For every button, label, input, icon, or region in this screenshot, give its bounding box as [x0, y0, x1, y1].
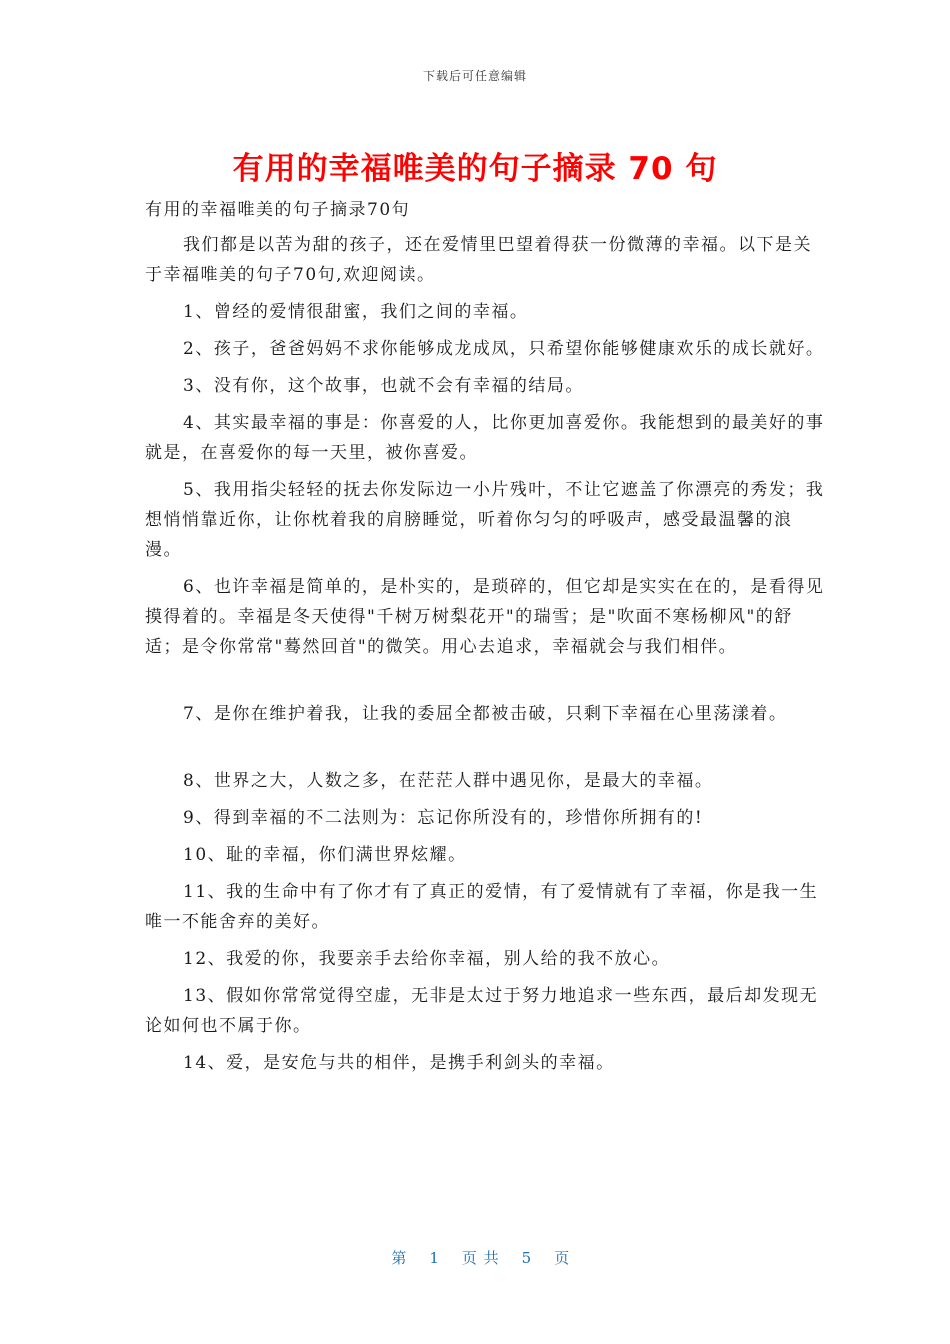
quote-paragraph: 11、我的生命中有了你才有了真正的爱情，有了爱情就有了幸福，你是我一生唯一不能舍弃的美好。 [145, 882, 819, 932]
quote-paragraph: 13、假如你常常觉得空虚，无非是太过于努力地追求一些东西，最后却发现无论如何也不属于你。 [145, 986, 819, 1036]
quote-paragraph: 9、得到幸福的不二法则为：忘记你所没有的，珍惜你所拥有的! [183, 808, 704, 828]
footer-end-label: 页 [554, 1249, 571, 1267]
quote-paragraph: 3、没有你，这个故事，也就不会有幸福的结局。 [183, 376, 584, 396]
document-body [145, 195, 825, 1085]
document-subtitle: 有用的幸福唯美的句子摘录70句 [145, 200, 411, 220]
intro-paragraph: 我们都是以苦为甜的孩子，还在爱情里巴望着得获一份微薄的幸福。以下是关于幸福唯美的句子70句,欢迎阅读。 [145, 235, 812, 285]
quote-paragraph: 8、世界之大，人数之多，在茫茫人群中遇见你，是最大的幸福。 [183, 771, 714, 791]
quote-paragraph: 14、爱，是安危与共的相伴，是携手利剑头的幸福。 [183, 1053, 615, 1073]
header-note: 下载后可任意编辑 [422, 69, 527, 83]
footer-total-pages: 5 [521, 1249, 533, 1267]
quote-paragraph: 5、我用指尖轻轻的抚去你发际边一小片残叶，不让它遮盖了你漂亮的秀发；我想悄悄靠近你，让你枕着我的肩膀睡觉，听着你匀匀的呼吸声，感受最温馨的浪漫。 [145, 480, 825, 560]
page-footer [0, 1229, 950, 1268]
quote-paragraph: 7、是你在维护着我，让我的委屈全都被击破，只剩下幸福在心里荡漾着。 [183, 704, 788, 724]
quote-paragraph: 2、孩子，爸爸妈妈不求你能够成龙成凤，只希望你能够健康欢乐的成长就好。 [183, 339, 825, 359]
quote-paragraph: 12、我爱的你，我要亲手去给你幸福，别人给的我不放心。 [183, 949, 671, 969]
document-title: 有用的幸福唯美的句子摘录 70 句 [232, 151, 718, 187]
footer-total-label: 页 共 [461, 1249, 500, 1267]
footer-page-label: 第 [391, 1249, 408, 1267]
quote-paragraph: 6、也许幸福是简单的，是朴实的，是琐碎的，但它却是实实在在的，是看得见摸得着的。幸福是冬天使得"千树万树梨花开"的瑞雪；是"吹面不寒杨柳风"的舒适；是令你常常"蓦然回首"的微笑。用心去追求，幸福就会与我们相伴。 [145, 577, 825, 657]
quote-paragraph: 10、耻的幸福，你们满世界炫耀。 [183, 845, 467, 865]
footer-current-page: 1 [429, 1249, 440, 1267]
quote-paragraph: 4、其实最幸福的事是：你喜爱的人，比你更加喜爱你。我能想到的最美好的事就是，在喜爱你的每一天里，被你喜爱。 [145, 413, 825, 463]
quote-paragraph: 1、曾经的爱情很甜蜜，我们之间的幸福。 [183, 302, 529, 322]
